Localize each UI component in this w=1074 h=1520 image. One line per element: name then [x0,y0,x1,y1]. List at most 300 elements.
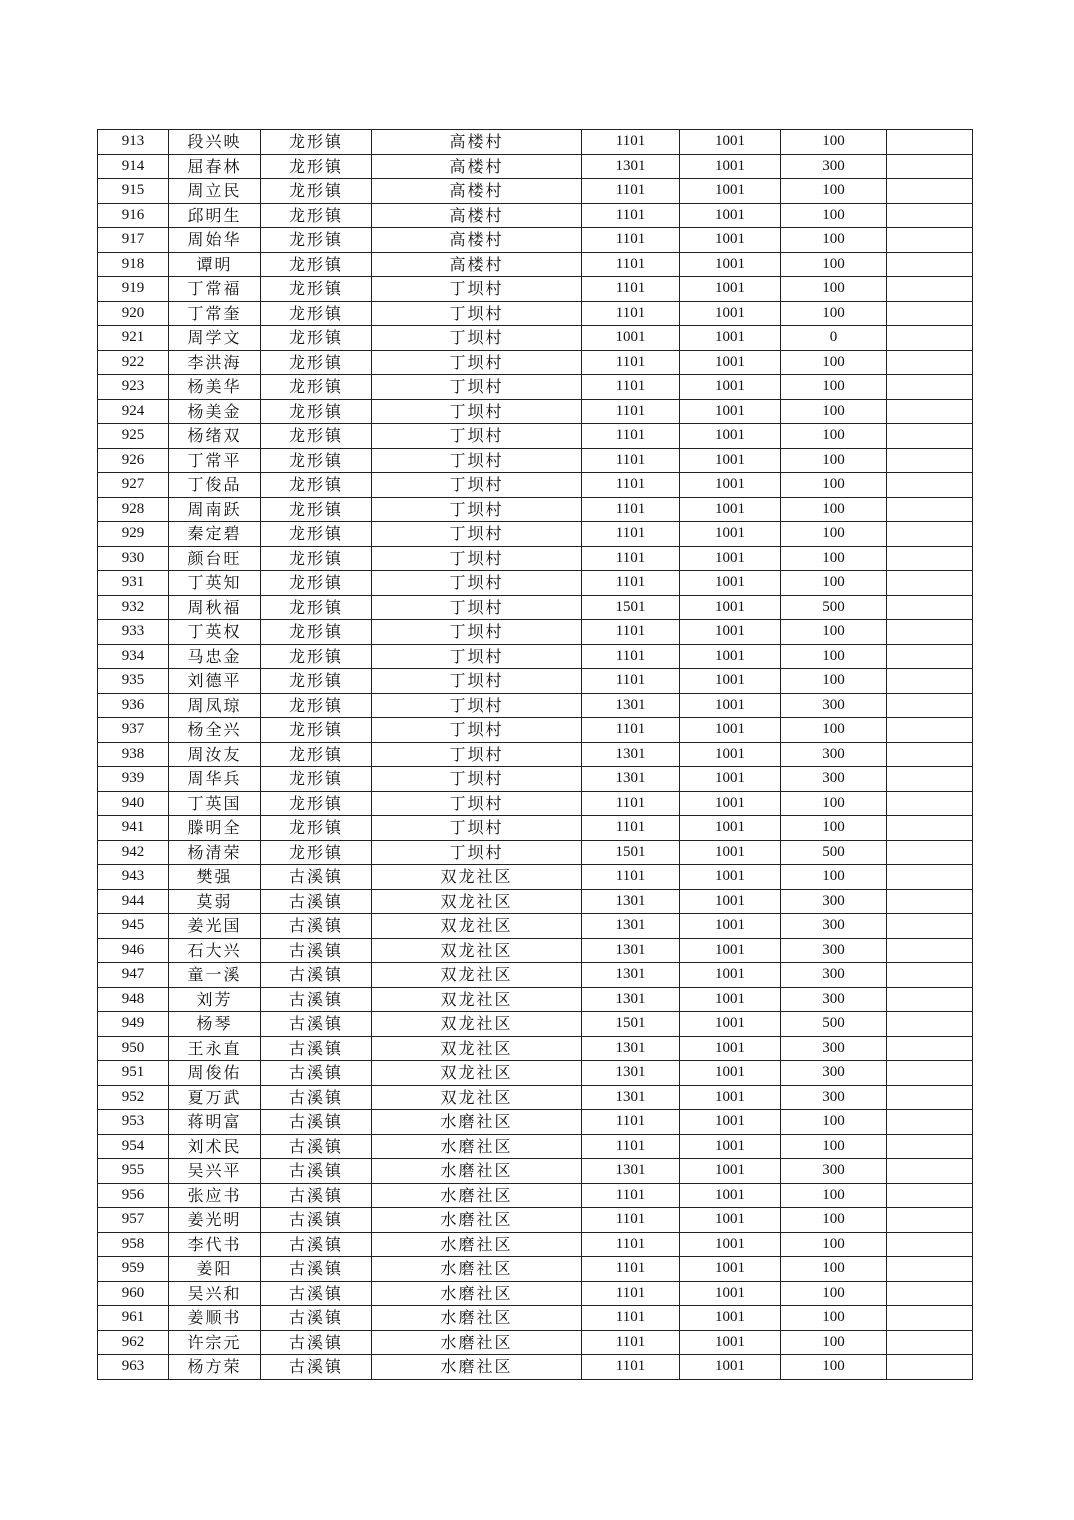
person-name-cell: 李代书 [169,1232,261,1257]
person-name-cell: 谭明 [169,252,261,277]
amount-cell: 100 [781,399,887,424]
table-row [98,595,973,620]
code-b-cell: 1001 [680,1036,781,1061]
code-b-cell: 1001 [680,203,781,228]
table-row [98,1110,973,1135]
person-name-cell: 姜光国 [169,914,261,939]
village-cell: 丁坝村 [372,840,582,865]
code-a-cell: 1301 [582,1085,680,1110]
village-cell: 水磨社区 [372,1330,582,1355]
row-index-cell: 913 [98,130,169,155]
remarks-cell [887,1134,973,1159]
person-name-cell: 丁常奎 [169,301,261,326]
person-name-cell: 杨全兴 [169,718,261,743]
remarks-cell [887,1306,973,1331]
remarks-cell [887,767,973,792]
amount-cell: 300 [781,1061,887,1086]
amount-cell: 300 [781,938,887,963]
amount-cell: 500 [781,840,887,865]
code-b-cell: 1001 [680,497,781,522]
code-b-cell: 1001 [680,154,781,179]
person-name-cell: 秦定碧 [169,522,261,547]
row-index-cell: 925 [98,424,169,449]
person-name-cell: 杨清荣 [169,840,261,865]
row-index-cell: 962 [98,1330,169,1355]
table-row [98,1012,973,1037]
amount-cell: 100 [781,473,887,498]
amount-cell: 100 [781,791,887,816]
amount-cell: 100 [781,130,887,155]
amount-cell: 300 [781,1085,887,1110]
remarks-cell [887,571,973,596]
row-index-cell: 914 [98,154,169,179]
code-a-cell: 1101 [582,1232,680,1257]
table-row [98,179,973,204]
code-b-cell: 1001 [680,473,781,498]
town-cell: 龙形镇 [261,595,372,620]
code-b-cell: 1001 [680,693,781,718]
amount-cell: 300 [781,963,887,988]
code-b-cell: 1001 [680,399,781,424]
code-a-cell: 1301 [582,987,680,1012]
town-cell: 龙形镇 [261,203,372,228]
village-cell: 高楼村 [372,179,582,204]
code-a-cell: 1101 [582,252,680,277]
person-name-cell: 段兴映 [169,130,261,155]
village-cell: 水磨社区 [372,1134,582,1159]
amount-cell: 100 [781,1257,887,1282]
code-b-cell: 1001 [680,1159,781,1184]
remarks-cell [887,1159,973,1184]
village-cell: 丁坝村 [372,473,582,498]
village-cell: 双龙社区 [372,1085,582,1110]
village-cell: 丁坝村 [372,718,582,743]
town-cell: 古溪镇 [261,1061,372,1086]
town-cell: 龙形镇 [261,301,372,326]
amount-cell: 100 [781,277,887,302]
remarks-cell [887,889,973,914]
remarks-cell [887,644,973,669]
code-a-cell: 1101 [582,1183,680,1208]
village-cell: 丁坝村 [372,326,582,351]
row-index-cell: 943 [98,865,169,890]
row-index-cell: 940 [98,791,169,816]
village-cell: 双龙社区 [372,914,582,939]
amount-cell: 500 [781,1012,887,1037]
code-a-cell: 1301 [582,742,680,767]
row-index-cell: 938 [98,742,169,767]
amount-cell: 100 [781,1110,887,1135]
code-a-cell: 1101 [582,424,680,449]
row-index-cell: 932 [98,595,169,620]
town-cell: 龙形镇 [261,473,372,498]
remarks-cell [887,497,973,522]
code-b-cell: 1001 [680,375,781,400]
person-name-cell: 周汝友 [169,742,261,767]
remarks-cell [887,914,973,939]
village-cell: 丁坝村 [372,375,582,400]
remarks-cell [887,1110,973,1135]
remarks-cell [887,1355,973,1380]
person-name-cell: 滕明全 [169,816,261,841]
row-index-cell: 949 [98,1012,169,1037]
town-cell: 龙形镇 [261,522,372,547]
town-cell: 龙形镇 [261,399,372,424]
code-b-cell: 1001 [680,1061,781,1086]
row-index-cell: 921 [98,326,169,351]
row-index-cell: 950 [98,1036,169,1061]
remarks-cell [887,791,973,816]
town-cell: 古溪镇 [261,1085,372,1110]
code-b-cell: 1001 [680,277,781,302]
village-cell: 丁坝村 [372,767,582,792]
code-a-cell: 1101 [582,1281,680,1306]
table-row [98,301,973,326]
village-cell: 丁坝村 [372,595,582,620]
amount-cell: 100 [781,669,887,694]
village-cell: 水磨社区 [372,1232,582,1257]
code-b-cell: 1001 [680,228,781,253]
town-cell: 古溪镇 [261,914,372,939]
code-a-cell: 1301 [582,154,680,179]
code-a-cell: 1101 [582,497,680,522]
table-row [98,791,973,816]
amount-cell: 100 [781,203,887,228]
row-index-cell: 934 [98,644,169,669]
amount-cell: 100 [781,350,887,375]
table-row [98,816,973,841]
village-cell: 双龙社区 [372,865,582,890]
town-cell: 古溪镇 [261,1110,372,1135]
remarks-cell [887,595,973,620]
row-index-cell: 959 [98,1257,169,1282]
code-a-cell: 1301 [582,1159,680,1184]
row-index-cell: 930 [98,546,169,571]
table-row [98,1330,973,1355]
table-row [98,252,973,277]
row-index-cell: 919 [98,277,169,302]
village-cell: 丁坝村 [372,522,582,547]
remarks-cell [887,179,973,204]
person-name-cell: 周秋福 [169,595,261,620]
person-name-cell: 周南跃 [169,497,261,522]
town-cell: 龙形镇 [261,644,372,669]
row-index-cell: 939 [98,767,169,792]
table-row [98,473,973,498]
person-name-cell: 童一溪 [169,963,261,988]
code-a-cell: 1101 [582,203,680,228]
table-row [98,620,973,645]
person-name-cell: 张应书 [169,1183,261,1208]
row-index-cell: 956 [98,1183,169,1208]
code-b-cell: 1001 [680,571,781,596]
table-row [98,522,973,547]
row-index-cell: 924 [98,399,169,424]
code-b-cell: 1001 [680,1330,781,1355]
row-index-cell: 952 [98,1085,169,1110]
table-row [98,326,973,351]
code-a-cell: 1101 [582,669,680,694]
amount-cell: 100 [781,1306,887,1331]
village-cell: 丁坝村 [372,448,582,473]
code-b-cell: 1001 [680,742,781,767]
code-b-cell: 1001 [680,840,781,865]
code-b-cell: 1001 [680,1257,781,1282]
amount-cell: 100 [781,228,887,253]
code-a-cell: 1101 [582,277,680,302]
table-row [98,399,973,424]
remarks-cell [887,865,973,890]
village-cell: 水磨社区 [372,1257,582,1282]
table-row [98,742,973,767]
table-row [98,865,973,890]
remarks-cell [887,375,973,400]
amount-cell: 300 [781,987,887,1012]
roster-table [97,129,973,1380]
code-b-cell: 1001 [680,889,781,914]
person-name-cell: 丁英国 [169,791,261,816]
code-a-cell: 1101 [582,448,680,473]
code-b-cell: 1001 [680,252,781,277]
amount-cell: 100 [781,252,887,277]
remarks-cell [887,963,973,988]
village-cell: 丁坝村 [372,399,582,424]
remarks-cell [887,816,973,841]
town-cell: 龙形镇 [261,816,372,841]
town-cell: 龙形镇 [261,252,372,277]
amount-cell: 100 [781,571,887,596]
town-cell: 龙形镇 [261,375,372,400]
town-cell: 古溪镇 [261,889,372,914]
table-row [98,375,973,400]
remarks-cell [887,130,973,155]
remarks-cell [887,1232,973,1257]
code-a-cell: 1101 [582,130,680,155]
row-index-cell: 931 [98,571,169,596]
row-index-cell: 957 [98,1208,169,1233]
amount-cell: 100 [781,1183,887,1208]
village-cell: 双龙社区 [372,1061,582,1086]
town-cell: 龙形镇 [261,179,372,204]
code-a-cell: 1501 [582,840,680,865]
row-index-cell: 916 [98,203,169,228]
town-cell: 古溪镇 [261,1159,372,1184]
person-name-cell: 蒋明富 [169,1110,261,1135]
code-b-cell: 1001 [680,1110,781,1135]
town-cell: 古溪镇 [261,1232,372,1257]
code-b-cell: 1001 [680,595,781,620]
person-name-cell: 王永直 [169,1036,261,1061]
person-name-cell: 莫弱 [169,889,261,914]
town-cell: 古溪镇 [261,963,372,988]
row-index-cell: 961 [98,1306,169,1331]
code-b-cell: 1001 [680,767,781,792]
row-index-cell: 960 [98,1281,169,1306]
town-cell: 龙形镇 [261,130,372,155]
table-row [98,1257,973,1282]
code-b-cell: 1001 [680,179,781,204]
table-row [98,546,973,571]
village-cell: 丁坝村 [372,791,582,816]
remarks-cell [887,301,973,326]
code-b-cell: 1001 [680,620,781,645]
village-cell: 丁坝村 [372,424,582,449]
amount-cell: 100 [781,375,887,400]
code-b-cell: 1001 [680,130,781,155]
person-name-cell: 邱明生 [169,203,261,228]
town-cell: 龙形镇 [261,546,372,571]
village-cell: 丁坝村 [372,546,582,571]
remarks-cell [887,742,973,767]
amount-cell: 100 [781,1232,887,1257]
table-row [98,718,973,743]
code-b-cell: 1001 [680,1306,781,1331]
amount-cell: 100 [781,179,887,204]
village-cell: 双龙社区 [372,889,582,914]
person-name-cell: 刘芳 [169,987,261,1012]
remarks-cell [887,669,973,694]
town-cell: 龙形镇 [261,742,372,767]
remarks-cell [887,473,973,498]
code-b-cell: 1001 [680,914,781,939]
amount-cell: 100 [781,620,887,645]
town-cell: 古溪镇 [261,1183,372,1208]
code-b-cell: 1001 [680,865,781,890]
remarks-cell [887,620,973,645]
amount-cell: 100 [781,816,887,841]
person-name-cell: 颜台旺 [169,546,261,571]
code-a-cell: 1301 [582,914,680,939]
table-row [98,693,973,718]
code-a-cell: 1101 [582,1257,680,1282]
village-cell: 水磨社区 [372,1110,582,1135]
village-cell: 水磨社区 [372,1208,582,1233]
town-cell: 龙形镇 [261,693,372,718]
town-cell: 龙形镇 [261,154,372,179]
code-a-cell: 1101 [582,375,680,400]
town-cell: 龙形镇 [261,350,372,375]
code-b-cell: 1001 [680,938,781,963]
person-name-cell: 夏万武 [169,1085,261,1110]
person-name-cell: 樊强 [169,865,261,890]
remarks-cell [887,718,973,743]
village-cell: 双龙社区 [372,987,582,1012]
row-index-cell: 926 [98,448,169,473]
person-name-cell: 姜光明 [169,1208,261,1233]
remarks-cell [887,1257,973,1282]
code-b-cell: 1001 [680,424,781,449]
amount-cell: 300 [781,1036,887,1061]
table-row [98,1061,973,1086]
code-a-cell: 1101 [582,522,680,547]
person-name-cell: 丁常福 [169,277,261,302]
code-b-cell: 1001 [680,718,781,743]
person-name-cell: 周立民 [169,179,261,204]
person-name-cell: 周学文 [169,326,261,351]
person-name-cell: 周华兵 [169,767,261,792]
table-row [98,987,973,1012]
amount-cell: 100 [781,522,887,547]
table-row [98,130,973,155]
row-index-cell: 955 [98,1159,169,1184]
amount-cell: 300 [781,693,887,718]
row-index-cell: 917 [98,228,169,253]
code-a-cell: 1101 [582,644,680,669]
row-index-cell: 946 [98,938,169,963]
village-cell: 丁坝村 [372,497,582,522]
table-row [98,1208,973,1233]
town-cell: 古溪镇 [261,1208,372,1233]
remarks-cell [887,693,973,718]
table-row [98,1134,973,1159]
code-a-cell: 1101 [582,1134,680,1159]
table-row [98,448,973,473]
village-cell: 丁坝村 [372,693,582,718]
remarks-cell [887,1085,973,1110]
code-a-cell: 1101 [582,1330,680,1355]
town-cell: 古溪镇 [261,865,372,890]
amount-cell: 300 [781,914,887,939]
village-cell: 水磨社区 [372,1355,582,1380]
town-cell: 古溪镇 [261,1330,372,1355]
town-cell: 古溪镇 [261,1257,372,1282]
amount-cell: 100 [781,1208,887,1233]
town-cell: 龙形镇 [261,571,372,596]
code-b-cell: 1001 [680,1232,781,1257]
village-cell: 高楼村 [372,228,582,253]
code-a-cell: 1101 [582,301,680,326]
code-a-cell: 1101 [582,718,680,743]
code-a-cell: 1101 [582,473,680,498]
code-b-cell: 1001 [680,1085,781,1110]
remarks-cell [887,399,973,424]
table-row [98,277,973,302]
row-index-cell: 933 [98,620,169,645]
code-a-cell: 1301 [582,693,680,718]
village-cell: 丁坝村 [372,620,582,645]
row-index-cell: 953 [98,1110,169,1135]
person-name-cell: 吴兴平 [169,1159,261,1184]
amount-cell: 100 [781,546,887,571]
town-cell: 古溪镇 [261,1036,372,1061]
village-cell: 高楼村 [372,130,582,155]
town-cell: 龙形镇 [261,840,372,865]
amount-cell: 100 [781,865,887,890]
town-cell: 古溪镇 [261,938,372,963]
code-b-cell: 1001 [680,326,781,351]
person-name-cell: 马忠金 [169,644,261,669]
code-a-cell: 1101 [582,816,680,841]
amount-cell: 100 [781,644,887,669]
table-row [98,767,973,792]
table-row [98,350,973,375]
town-cell: 龙形镇 [261,497,372,522]
amount-cell: 100 [781,424,887,449]
code-a-cell: 1301 [582,889,680,914]
town-cell: 龙形镇 [261,326,372,351]
village-cell: 丁坝村 [372,742,582,767]
code-a-cell: 1101 [582,571,680,596]
remarks-cell [887,1330,973,1355]
town-cell: 古溪镇 [261,1134,372,1159]
amount-cell: 100 [781,1330,887,1355]
table-row [98,914,973,939]
remarks-cell [887,277,973,302]
remarks-cell [887,154,973,179]
person-name-cell: 姜顺书 [169,1306,261,1331]
remarks-cell [887,203,973,228]
table-row [98,228,973,253]
